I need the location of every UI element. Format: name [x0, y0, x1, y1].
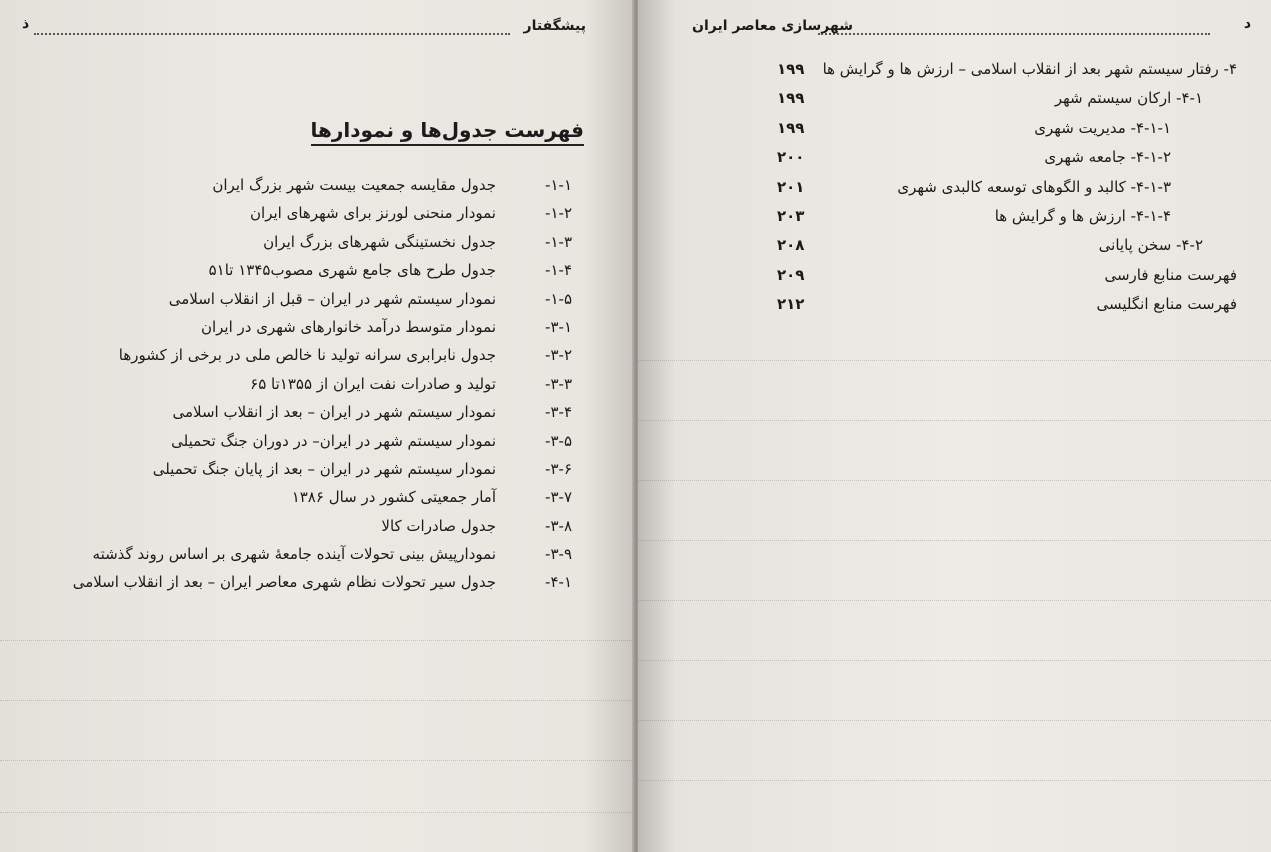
toc-item-title: ۴-۱- ارکان سیستم شهر [1054, 89, 1203, 108]
list-item [32, 314, 572, 342]
list-item [32, 456, 572, 484]
toc-item-page: ۲۰۱ [777, 177, 805, 196]
item-title: نمودار سیستم شهر در ایران – بعد از انقلاب اسلامی [172, 403, 496, 422]
bleed-through-line [0, 640, 634, 641]
right-page [638, 0, 1271, 852]
item-title: جدول طرح های جامع شهری مصوب۱۳۴۵ تا۵۱ [208, 261, 496, 280]
toc-item-title: ۴- رفتار سیستم شهر بعد از انقلاب اسلامی – ارزش ها و گرایش ها [822, 60, 1237, 78]
item-code: ۳-۱- [545, 317, 572, 336]
bleed-through-line [638, 600, 1271, 601]
bleed-through-line [638, 720, 1271, 721]
toc-item-page: ۲۰۰ [777, 148, 805, 167]
list-item [32, 484, 572, 512]
list-item [32, 428, 572, 456]
item-code: ۳-۴- [545, 403, 572, 422]
item-code: ۳-۵- [545, 431, 572, 450]
left-header-rule [34, 33, 510, 35]
item-title: جدول صادرات کالا [381, 516, 496, 535]
item-title: نمودار سیستم شهر در ایران – قبل از انقلاب اسلامی [168, 289, 496, 308]
item-code: ۳-۳- [545, 374, 572, 393]
item-code: ۴-۱- [545, 573, 572, 592]
toc-item [677, 232, 1237, 261]
list-item [32, 569, 572, 597]
item-title: نمودار متوسط درآمد خانوارهای شهری در ایران [200, 317, 496, 336]
bleed-through-line [0, 812, 634, 813]
toc-item [677, 203, 1237, 232]
toc-item-title: ۴-۲- سخن پایانی [1098, 236, 1203, 255]
toc-item [677, 262, 1237, 291]
toc-item-title: ۴-۱-۱- مدیریت شهری [1034, 118, 1171, 137]
list-item [32, 200, 572, 228]
list-item [32, 257, 572, 285]
bleed-through-line [638, 660, 1271, 661]
left-page [0, 0, 634, 852]
toc-item-page: ۲۰۸ [777, 236, 805, 255]
item-code: ۳-۹- [545, 545, 572, 564]
toc-item-page: ۱۹۹ [777, 60, 805, 78]
item-title: نمودارپیش بینی تحولات آینده جامعهٔ شهری بر اساس روند گذشته [92, 545, 496, 564]
bleed-through-line [638, 360, 1271, 361]
item-code: ۳-۸- [545, 516, 572, 535]
item-title: جدول مقایسه جمعیت بیست شهر بزرگ ایران [212, 176, 496, 194]
item-code: ۱-۵- [545, 289, 572, 308]
toc-item [677, 291, 1237, 320]
toc-item-title: فهرست منابع فارسی [1104, 265, 1237, 284]
toc-item-page: ۱۹۹ [777, 89, 805, 108]
list-item [32, 172, 572, 200]
item-title: جدول نابرابری سرانه تولید نا خالص ملی در برخی از کشورها [118, 346, 496, 365]
toc-item [677, 174, 1237, 203]
item-title: جدول نخستینگی شهرهای بزرگ ایران [263, 232, 496, 251]
toc-item [677, 115, 1237, 144]
item-title: نمودار منحنی لورنز برای شهرهای ایران [250, 204, 496, 223]
toc-item [677, 144, 1237, 173]
toc-item [677, 56, 1237, 85]
toc-item-title: فهرست منابع انگلیسی [1096, 295, 1237, 314]
bleed-through-line [638, 780, 1271, 781]
left-page-marker: ذ [22, 16, 30, 32]
item-title: جدول سیر تحولات نظام شهری معاصر ایران – بعد از انقلاب اسلامی [72, 573, 496, 592]
item-code: ۱-۱- [545, 176, 572, 194]
item-title: آمار جمعیتی کشور در سال ۱۳۸۶ [291, 488, 496, 507]
left-running-head: پیشگفتار [523, 18, 586, 34]
item-title: نمودار سیستم شهر در ایران– در دوران جنگ تحمیلی [171, 431, 496, 450]
bleed-through-line [0, 760, 634, 761]
item-code: ۱-۳- [545, 232, 572, 251]
list-item [32, 342, 572, 370]
item-code: ۳-۲- [545, 346, 572, 365]
bleed-through-line [638, 540, 1271, 541]
item-code: ۳-۶- [545, 459, 572, 478]
toc-item-title: ۴-۱-۴- ارزش ها و گرایش ها [994, 206, 1171, 225]
toc-item-page: ۲۱۲ [777, 295, 805, 314]
list-item [32, 229, 572, 257]
toc-item-title: ۴-۱-۲- جامعه شهری [1044, 148, 1171, 167]
right-page-marker: د [1243, 16, 1251, 32]
bleed-through-line [0, 700, 634, 701]
item-code: ۱-۴- [545, 261, 572, 280]
right-running-head: شهرسازی معاصر ایران [692, 18, 853, 34]
page-heading: فهرست جدول‌ها و نمودارها [311, 118, 585, 146]
toc-item-page: ۱۹۹ [777, 118, 805, 137]
list-item [32, 286, 572, 314]
item-code: ۳-۷- [545, 488, 572, 507]
tables-list [32, 172, 572, 598]
toc-item [677, 85, 1237, 114]
right-header-rule [818, 33, 1210, 35]
toc-item-title: ۴-۱-۳- کالبد و الگوهای توسعه کالبدی شهری [897, 177, 1171, 196]
item-title: نمودار سیستم شهر در ایران – بعد از پایان جنگ تحمیلی [152, 459, 496, 478]
list-item [32, 371, 572, 399]
list-item [32, 513, 572, 541]
bleed-through-line [638, 480, 1271, 481]
item-title: تولید و صادرات نفت ایران از ۱۳۵۵تا ۶۵ [250, 374, 496, 393]
list-item [32, 399, 572, 427]
list-item [32, 541, 572, 569]
table-of-contents [677, 56, 1237, 321]
toc-item-page: ۲۰۳ [777, 206, 805, 225]
toc-item-page: ۲۰۹ [777, 265, 805, 284]
bleed-through-line [638, 420, 1271, 421]
item-code: ۱-۲- [545, 204, 572, 223]
